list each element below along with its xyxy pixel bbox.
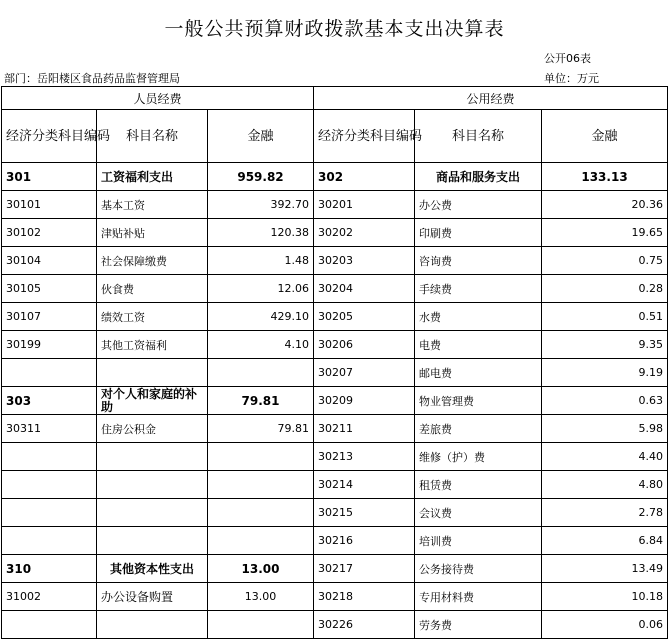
left-code-cell: 30199	[2, 331, 97, 359]
right-amount-cell: 9.19	[542, 359, 668, 387]
form-number: 公开06表	[544, 52, 591, 65]
left-name-cell	[97, 359, 208, 387]
right-amount-cell: 2.78	[542, 499, 668, 527]
right-name-cell: 差旅费	[415, 415, 542, 443]
left-code-cell	[2, 443, 97, 471]
left-name-cell: 工资福利支出	[97, 163, 208, 191]
left-name-cell: 对个人和家庭的补助	[97, 387, 208, 415]
right-name-cell: 水费	[415, 303, 542, 331]
header-right-amount: 金融	[542, 110, 668, 163]
left-code-cell: 303	[2, 387, 97, 415]
left-name-cell: 绩效工资	[97, 303, 208, 331]
unit-label: 单位：万元	[544, 72, 599, 85]
page-title: 一般公共预算财政拨款基本支出决算表	[164, 18, 505, 40]
right-code-cell: 30216	[314, 527, 415, 555]
right-code-cell: 30209	[314, 387, 415, 415]
right-name-cell: 维修（护）费	[415, 443, 542, 471]
table-row	[2, 163, 668, 191]
table-row	[2, 303, 668, 331]
left-name-cell	[97, 443, 208, 471]
left-code-cell: 30105	[2, 275, 97, 303]
left-amount-cell: 429.10	[208, 303, 314, 331]
right-name-cell: 会议费	[415, 499, 542, 527]
left-code-cell	[2, 471, 97, 499]
right-name-cell: 公务接待费	[415, 555, 542, 583]
right-name-cell: 商品和服务支出	[415, 163, 542, 191]
left-name-cell: 社会保障缴费	[97, 247, 208, 275]
right-name-cell: 办公费	[415, 191, 542, 219]
left-amount-cell: 1.48	[208, 247, 314, 275]
left-code-cell: 30102	[2, 219, 97, 247]
left-amount-cell: 13.00	[208, 583, 314, 611]
right-code-cell: 30215	[314, 499, 415, 527]
right-name-cell: 租赁费	[415, 471, 542, 499]
right-amount-cell: 13.49	[542, 555, 668, 583]
right-name-cell: 物业管理费	[415, 387, 542, 415]
table-row	[2, 471, 668, 499]
group-personnel-expenses: 人员经费	[2, 87, 314, 110]
left-amount-cell: 120.38	[208, 219, 314, 247]
left-amount-cell: 13.00	[208, 555, 314, 583]
right-code-cell: 30218	[314, 583, 415, 611]
left-code-cell: 30104	[2, 247, 97, 275]
header-left-amount: 金融	[208, 110, 314, 163]
right-code-cell: 30202	[314, 219, 415, 247]
left-amount-cell	[208, 471, 314, 499]
left-name-cell: 办公设备购置	[97, 583, 208, 611]
right-code-cell: 30206	[314, 331, 415, 359]
right-name-cell: 咨询费	[415, 247, 542, 275]
left-amount-cell	[208, 359, 314, 387]
right-name-cell: 邮电费	[415, 359, 542, 387]
table-row	[2, 331, 668, 359]
right-name-cell: 劳务费	[415, 611, 542, 639]
right-code-cell: 30217	[314, 555, 415, 583]
table-row	[2, 275, 668, 303]
left-name-cell: 其他资本性支出	[97, 555, 208, 583]
left-name-cell: 其他工资福利	[97, 331, 208, 359]
left-amount-cell	[208, 527, 314, 555]
right-code-cell: 30201	[314, 191, 415, 219]
right-code-cell: 302	[314, 163, 415, 191]
header-left-code: 经济分类科目编码	[2, 110, 97, 163]
left-amount-cell	[208, 443, 314, 471]
left-code-cell	[2, 359, 97, 387]
right-code-cell: 30211	[314, 415, 415, 443]
table-row	[2, 219, 668, 247]
table-row	[2, 443, 668, 471]
right-amount-cell: 133.13	[542, 163, 668, 191]
table-row	[2, 611, 668, 639]
table-row	[2, 387, 668, 415]
header-right-code: 经济分类科目编码	[314, 110, 415, 163]
right-amount-cell: 0.63	[542, 387, 668, 415]
left-name-cell	[97, 499, 208, 527]
right-amount-cell: 0.06	[542, 611, 668, 639]
right-amount-cell: 0.75	[542, 247, 668, 275]
left-amount-cell	[208, 499, 314, 527]
left-name-cell: 住房公积金	[97, 415, 208, 443]
table-row	[2, 499, 668, 527]
right-amount-cell: 6.84	[542, 527, 668, 555]
left-amount-cell: 392.70	[208, 191, 314, 219]
left-code-cell: 31002	[2, 583, 97, 611]
left-code-cell: 310	[2, 555, 97, 583]
right-name-cell: 印刷费	[415, 219, 542, 247]
header-right-name: 科目名称	[415, 110, 542, 163]
right-code-cell: 30207	[314, 359, 415, 387]
left-amount-cell	[208, 611, 314, 639]
group-public-expenses: 公用经费	[314, 87, 668, 110]
right-amount-cell: 10.18	[542, 583, 668, 611]
left-name-cell	[97, 471, 208, 499]
right-code-cell: 30214	[314, 471, 415, 499]
left-amount-cell: 79.81	[208, 387, 314, 415]
right-code-cell: 30203	[314, 247, 415, 275]
group-header-row	[2, 87, 668, 110]
left-code-cell	[2, 499, 97, 527]
right-name-cell: 培训费	[415, 527, 542, 555]
left-amount-cell: 79.81	[208, 415, 314, 443]
left-name-cell	[97, 611, 208, 639]
left-name-cell: 津贴补贴	[97, 219, 208, 247]
right-code-cell: 30204	[314, 275, 415, 303]
right-name-cell: 电费	[415, 331, 542, 359]
table-row	[2, 555, 668, 583]
column-header-row	[2, 110, 668, 163]
left-amount-cell: 959.82	[208, 163, 314, 191]
left-name-cell: 基本工资	[97, 191, 208, 219]
left-code-cell	[2, 611, 97, 639]
right-name-cell: 手续费	[415, 275, 542, 303]
header-left-name: 科目名称	[97, 110, 208, 163]
right-amount-cell: 5.98	[542, 415, 668, 443]
left-name-cell	[97, 527, 208, 555]
table-row	[2, 583, 668, 611]
left-name-cell: 伙食费	[97, 275, 208, 303]
right-code-cell: 30226	[314, 611, 415, 639]
right-name-cell: 专用材料费	[415, 583, 542, 611]
department-label: 部门：岳阳楼区食品药品监督管理局	[4, 72, 180, 85]
right-amount-cell: 0.28	[542, 275, 668, 303]
left-code-cell: 30107	[2, 303, 97, 331]
right-amount-cell: 20.36	[542, 191, 668, 219]
right-amount-cell: 4.80	[542, 471, 668, 499]
right-code-cell: 30205	[314, 303, 415, 331]
left-amount-cell: 4.10	[208, 331, 314, 359]
table-row	[2, 359, 668, 387]
left-code-cell: 301	[2, 163, 97, 191]
right-amount-cell: 19.65	[542, 219, 668, 247]
left-code-cell: 30101	[2, 191, 97, 219]
table-row	[2, 247, 668, 275]
right-amount-cell: 4.40	[542, 443, 668, 471]
right-code-cell: 30213	[314, 443, 415, 471]
right-amount-cell: 9.35	[542, 331, 668, 359]
table-row	[2, 415, 668, 443]
expenditure-table	[1, 86, 668, 639]
table-row	[2, 527, 668, 555]
left-code-cell: 30311	[2, 415, 97, 443]
left-code-cell	[2, 527, 97, 555]
table-row	[2, 191, 668, 219]
left-amount-cell: 12.06	[208, 275, 314, 303]
right-amount-cell: 0.51	[542, 303, 668, 331]
